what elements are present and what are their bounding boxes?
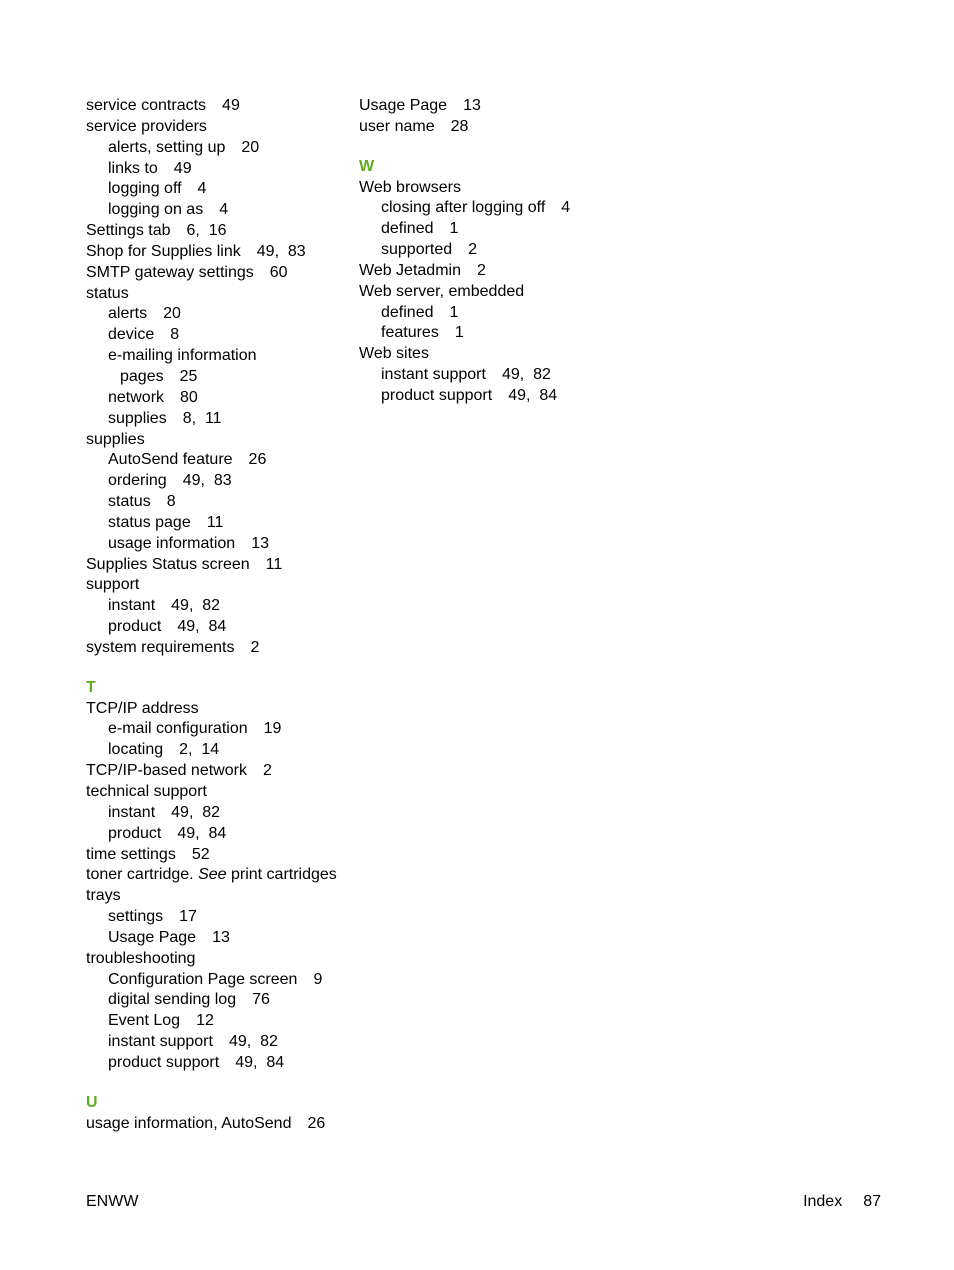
index-term: digital sending log (108, 991, 237, 1009)
index-term: instant (108, 597, 156, 615)
page-reference: 52 (191, 845, 210, 863)
index-term: supplies (108, 409, 167, 427)
index-term: instant support (108, 1033, 213, 1051)
index-subentry (359, 386, 639, 407)
page-reference: 1 (449, 220, 459, 238)
index-term: support (86, 576, 140, 594)
index-term: Settings tab (86, 222, 171, 240)
page-reference: 49, 82 (171, 803, 221, 821)
index-entry (86, 263, 348, 284)
page-reference: 49, 84 (235, 1053, 285, 1071)
page-reference: 4 (561, 199, 571, 217)
index-term: usage information (108, 534, 236, 552)
index-term: product support (108, 1053, 220, 1071)
index-entry (86, 782, 348, 803)
index-letter-heading: W (359, 157, 375, 175)
index-subentry (359, 198, 639, 219)
index-term: system requirements (86, 638, 235, 656)
index-term: instant support (381, 366, 486, 384)
index-subentry (86, 138, 348, 159)
index-term: TCP/IP address (86, 699, 199, 717)
index-term: ordering (108, 472, 167, 490)
footer-page-info (803, 1192, 881, 1212)
index-entry (86, 865, 348, 886)
index-entry (86, 284, 348, 305)
page-reference: 2 (476, 261, 486, 279)
index-term: service providers (86, 117, 207, 135)
index-term: defined (381, 220, 434, 238)
index-subentry (86, 907, 348, 928)
index-entry (86, 96, 348, 117)
index-subentry (86, 1032, 348, 1053)
index-term: usage information, AutoSend (86, 1114, 292, 1132)
page-reference: 49, 84 (508, 386, 558, 404)
index-entry (86, 242, 348, 263)
index-term: SMTP gateway settings (86, 263, 254, 281)
index-subentry (359, 365, 639, 386)
page-reference: 20 (241, 138, 260, 156)
index-entry (86, 221, 348, 242)
index-subentry (86, 719, 348, 740)
index-subentry (359, 323, 639, 344)
index-letter-heading: U (86, 1093, 98, 1111)
index-subentry (86, 803, 348, 824)
page-reference: 49, 83 (256, 242, 306, 260)
index-subentry (86, 179, 348, 200)
index-column-right (359, 96, 639, 407)
index-term: supported (381, 241, 453, 259)
index-term: links to (108, 159, 158, 177)
index-term: alerts (108, 305, 148, 323)
index-subentry (86, 367, 348, 388)
page-reference: 8 (166, 493, 176, 511)
page-reference: 1 (449, 303, 459, 321)
page-reference: 60 (269, 263, 288, 281)
index-term: TCP/IP-based network (86, 762, 247, 780)
page-reference: 49 (222, 97, 240, 114)
page-reference: 49, 82 (171, 597, 221, 615)
page-reference: 2 (262, 762, 272, 780)
page-reference: 49, 82 (501, 366, 551, 384)
index-term: Usage Page (108, 928, 197, 946)
index-term: status page (108, 513, 191, 531)
index-entry (86, 949, 348, 970)
page-reference: 11 (206, 513, 224, 531)
index-term: Web server, embedded (359, 282, 525, 300)
see-target: print cartridges (230, 866, 337, 884)
index-subentry (86, 617, 348, 638)
index-term: alerts, setting up (108, 138, 226, 156)
index-subentry (86, 388, 348, 409)
index-term: technical support (86, 783, 207, 800)
index-term: pages (120, 367, 164, 385)
index-subentry (86, 492, 348, 513)
index-subentry (86, 990, 348, 1011)
page-reference: 11 (265, 555, 283, 573)
page-reference: 13 (251, 534, 269, 552)
page-reference: 49 (173, 159, 192, 177)
index-subentry (86, 513, 348, 534)
index-subentry (86, 325, 348, 346)
index-subentry (86, 596, 348, 617)
page-reference: 2 (468, 241, 478, 259)
page-reference: 25 (179, 367, 198, 385)
index-term: product (108, 618, 162, 636)
index-letter-heading: T (86, 678, 96, 696)
index-term: time settings (86, 845, 176, 863)
index-entry (86, 555, 348, 576)
page-reference: 8, 11 (182, 409, 222, 427)
index-term: Web Jetadmin (359, 261, 461, 279)
index-term: e-mail configuration (108, 720, 248, 738)
page-reference: 17 (179, 908, 197, 926)
footer-page-number: 87 (863, 1193, 881, 1210)
index-entry (86, 761, 348, 782)
index-subentry (86, 159, 348, 180)
index-subentry (359, 240, 639, 261)
page-reference: 19 (263, 720, 282, 738)
index-subentry (359, 303, 639, 324)
index-term: Shop for Supplies link (86, 242, 241, 260)
index-term: Supplies Status screen (86, 555, 250, 573)
index-term: network (108, 388, 165, 406)
index-entry (86, 699, 348, 720)
index-subentry (86, 1053, 348, 1074)
page-reference: 1 (454, 324, 464, 342)
index-subentry (86, 534, 348, 555)
index-term: Web browsers (359, 178, 461, 196)
index-subentry (86, 471, 348, 492)
index-term: product support (381, 386, 493, 404)
page-reference: 80 (180, 388, 198, 406)
index-term: service contracts (86, 97, 207, 114)
index-entry (86, 1114, 348, 1135)
index-term: device (108, 326, 155, 344)
page-reference: 76 (252, 991, 270, 1009)
index-entry (359, 117, 639, 138)
index-entry (359, 282, 639, 303)
page-reference: 49, 83 (182, 472, 232, 490)
index-subentry (86, 970, 348, 991)
index-term: e-mailing information (108, 347, 257, 365)
index-term: status (86, 284, 129, 302)
index-entry (359, 344, 639, 365)
index-term: AutoSend feature (108, 451, 233, 469)
see-reference: See (198, 866, 227, 884)
footer-publication-code: ENWW (86, 1193, 139, 1210)
page-reference: 28 (450, 117, 469, 135)
index-term: user name (359, 117, 435, 135)
footer-section-name: Index (803, 1193, 843, 1210)
page-reference: 4 (197, 180, 207, 198)
index-term: Configuration Page screen (108, 970, 298, 988)
page-reference: 26 (307, 1114, 326, 1132)
page-reference: 8 (170, 326, 180, 344)
index-subentry (86, 824, 348, 845)
page-reference: 13 (463, 97, 481, 114)
page-reference: 13 (212, 928, 230, 946)
index-subentry (359, 219, 639, 240)
index-term: troubleshooting (86, 949, 196, 967)
index-term: features (381, 324, 439, 342)
index-entry (86, 575, 348, 596)
index-entry (359, 178, 639, 199)
index-subentry (86, 346, 348, 367)
index-term: logging off (108, 180, 182, 198)
index-term: supplies (86, 430, 145, 448)
index-entry (359, 261, 639, 282)
index-term: logging on as (108, 201, 204, 219)
page-reference: 20 (163, 305, 181, 323)
index-entry (86, 638, 348, 659)
index-term: Event Log (108, 1012, 181, 1030)
page-reference: 26 (248, 451, 267, 469)
page-reference: 49, 84 (177, 618, 227, 636)
index-term: instant (108, 803, 156, 821)
page-reference: 6, 16 (186, 222, 227, 240)
index-column-left (86, 96, 348, 1135)
index-subentry (86, 740, 348, 761)
index-entry (86, 845, 348, 866)
index-term: locating (108, 741, 164, 759)
index-entry (86, 117, 348, 138)
index-entry (86, 430, 348, 451)
index-subentry (86, 450, 348, 471)
index-term: Web sites (359, 345, 429, 363)
index-term: Usage Page (359, 97, 448, 114)
index-term: product (108, 824, 162, 842)
index-subentry (86, 304, 348, 325)
index-term: closing after logging off (381, 199, 546, 217)
index-term: defined (381, 303, 434, 321)
index-subentry (86, 928, 348, 949)
index-entry (86, 886, 348, 907)
page-reference: 2, 14 (179, 741, 220, 759)
index-subentry (86, 200, 348, 221)
page-reference: 9 (313, 970, 323, 988)
index-subentry (86, 409, 348, 430)
page-reference: 49, 84 (177, 824, 227, 842)
page-reference: 4 (219, 201, 229, 219)
page-reference: 2 (250, 638, 260, 656)
index-subentry (86, 1011, 348, 1032)
index-term: trays (86, 887, 121, 905)
index-term: toner cartridge. (86, 866, 194, 884)
page-reference: 49, 82 (228, 1033, 278, 1051)
page-reference: 12 (196, 1012, 214, 1030)
index-term: status (108, 493, 151, 511)
index-entry (359, 96, 639, 117)
index-term: settings (108, 908, 164, 926)
